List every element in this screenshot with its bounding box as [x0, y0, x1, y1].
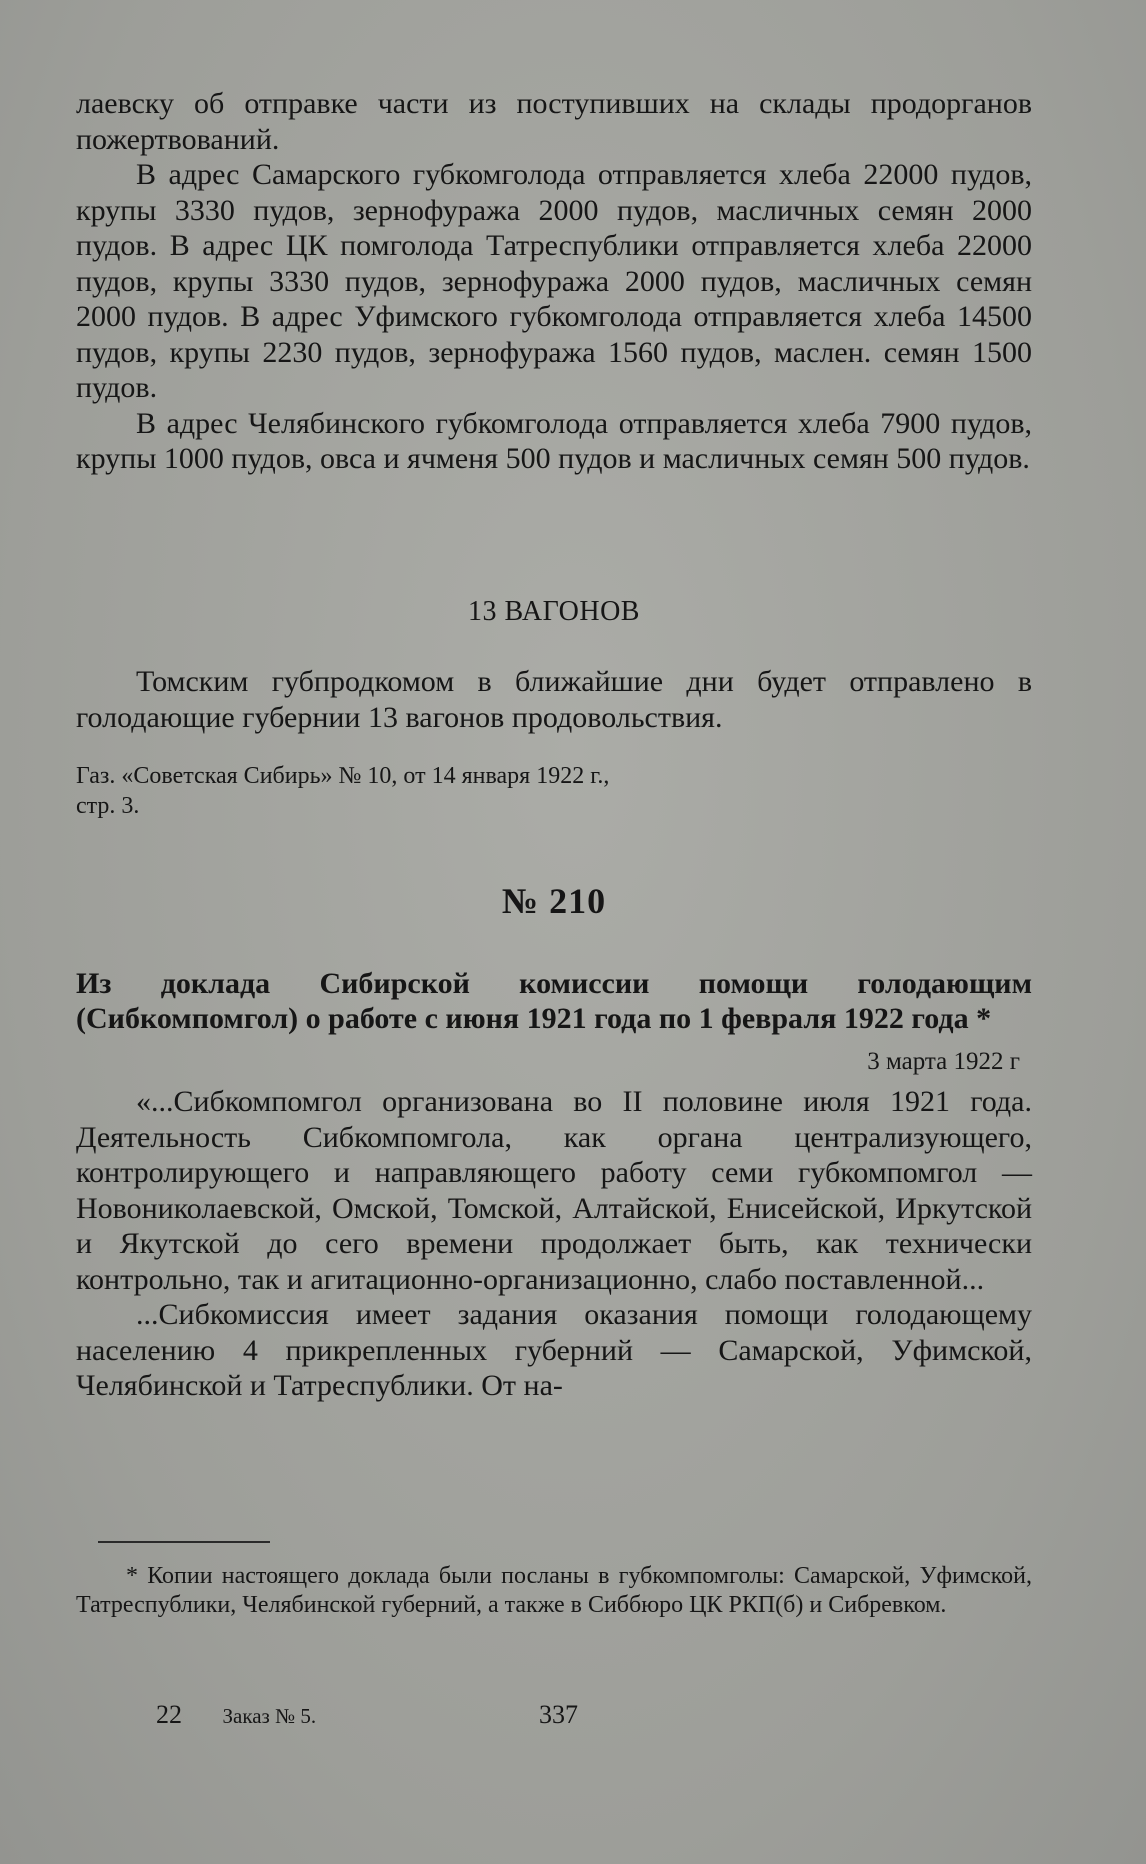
document-title: Из доклада Сибирской комиссии помощи голодающим (Сибкомпомгол) о работе с июня 1921 года по 1 февраля 1922 года * — [76, 967, 1032, 1035]
document-date: 3 марта 1922 г — [867, 1048, 1020, 1075]
page-footer — [156, 1700, 578, 1730]
footnote-divider — [98, 1541, 270, 1543]
paragraph: ...Сибкомиссия имеет задания оказания помощи голодающему населению 4 прикрепленных губерний — Самарской, Уфимской, Челябинской и Татреспублики. От на- — [76, 1298, 1032, 1402]
page-number: 337 — [539, 1700, 578, 1729]
section-heading: 13 ВАГОНОВ — [468, 596, 640, 627]
paragraph: В адрес Челябинского губкомголода отправляется хлеба 7900 пудов, крупы 1000 пудов, овса и ячменя 500 пудов и масличных семян 500 пудов. — [76, 406, 1032, 475]
section-13-wagons — [76, 596, 1032, 821]
paragraph: «...Сибкомпомгол организована во II половине июля 1921 года. Деятельность Сибкомпомгола, как органа централизующего, контролирующего и направляющего работу семи губкомпомгол — Новониколаевской, Омской, Томской, Алтайской, Енисейской, Иркутской и Якутской до сего времени продолжает быть, как технически контрольно, так и агитационно-организационно, слабо поставленной... — [76, 1085, 1032, 1296]
printing-order: Заказ № 5. — [222, 1704, 317, 1728]
source-citation: Газ. «Советская Сибирь» № 10, от 14 января 1922 г., стр. 3. — [76, 763, 610, 819]
footnote-block — [76, 1562, 1032, 1620]
footnote: * Копии настоящего доклада были посланы в губкомпомголы: Самарской, Уфимской, Татреспублики, Челябинской губерний, а также в Сиббюро ЦК РКП(б) и Сибревком. — [76, 1563, 1032, 1618]
section-text: Томским губпродкомом в ближайшие дни будет отправлено в голодающие губернии 13 вагонов продовольствия. — [76, 665, 1032, 734]
top-text-block — [76, 86, 1032, 477]
paragraph: лаевску об отправке части из поступивших на склады продорганов пожертвований. — [76, 87, 1032, 156]
document-210 — [76, 880, 1032, 1404]
paragraph: В адрес Самарского губкомголода отправляется хлеба 22000 пудов, крупы 3330 пудов, зернофуража 2000 пудов, масличных семян 2000 пудов. В адрес ЦК помголода Татреспублики отправляется хлеба 22000 пудов, крупы 3330 пудов, зернофуража 2000 пудов, масличных семян 2000 пудов. В адрес Уфимского губкомголода отправляется хлеба 14500 пудов, крупы 2230 пудов, зернофуража 1560 пудов, маслен. семян 1500 пудов. — [76, 158, 1032, 404]
signature-mark: 22 — [156, 1700, 182, 1729]
document-number: № 210 — [501, 881, 607, 921]
